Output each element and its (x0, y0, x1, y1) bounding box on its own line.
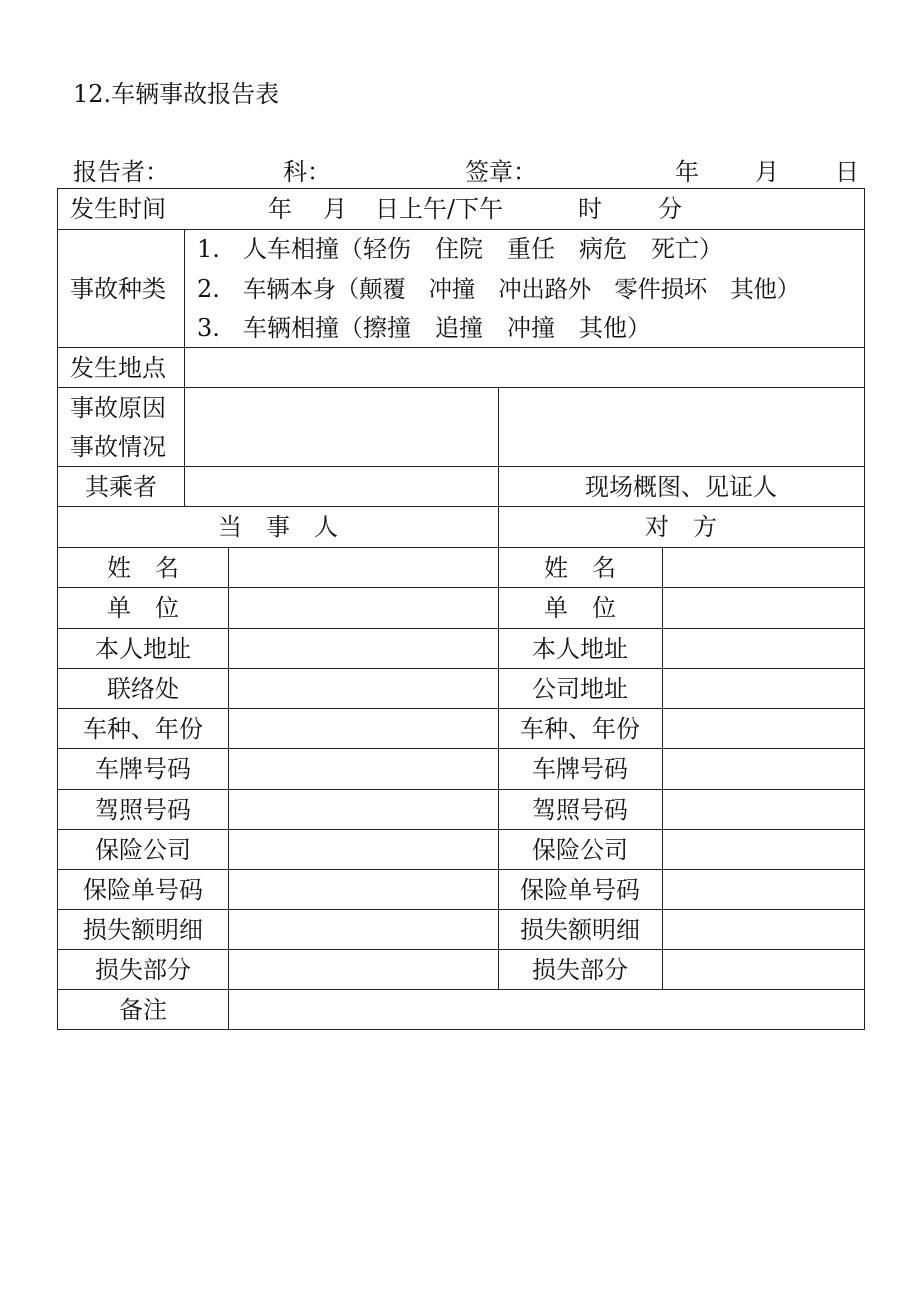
type-item-2: 车辆本身（颠覆 冲撞 冲出路外 零件损坏 其他） (243, 275, 800, 303)
right-field-name: 姓 名 (544, 554, 616, 582)
left-field-insurer: 保险公司 (95, 836, 191, 864)
sketch-area[interactable] (500, 389, 862, 464)
cause-label: 事故原因 (70, 394, 166, 422)
right-field-vehicle-year: 车种、年份 (520, 715, 640, 743)
header-month: 月 (755, 158, 779, 186)
left-field-loss-part: 损失部分 (95, 956, 191, 984)
right-field-loss-part: 损失部分 (532, 956, 628, 984)
left-field-plate: 车牌号码 (95, 755, 191, 783)
passenger-label: 其乘者 (85, 473, 157, 501)
remarks-label: 备注 (119, 996, 167, 1024)
location-label: 发生地点 (70, 354, 166, 382)
party-other-header: 对 方 (645, 513, 717, 541)
form-title: 12.车辆事故报告表 (73, 80, 280, 108)
type-label: 事故种类 (70, 275, 166, 303)
right-field-unit: 单 位 (544, 594, 616, 622)
left-field-name: 姓 名 (107, 554, 179, 582)
right-field-address: 本人地址 (532, 635, 628, 663)
type-item-1-num: 1. (197, 235, 220, 263)
right-field-license: 驾照号码 (532, 796, 628, 824)
right-field-policy: 保险单号码 (520, 876, 640, 904)
type-item-2-num: 2. (197, 275, 220, 303)
reporter-label: 报告者： (73, 158, 169, 186)
passenger-field[interactable] (186, 468, 496, 504)
dept-label: 科： (283, 158, 331, 186)
remarks-field[interactable] (230, 991, 862, 1028)
time-hour: 时 (578, 195, 602, 223)
seal-label: 签章： (465, 158, 537, 186)
cause-field[interactable] (186, 389, 496, 464)
right-field-company-address: 公司地址 (532, 675, 628, 703)
time-label: 发生时间 (70, 195, 166, 223)
time-day-ampm: 日上午/下午 (375, 195, 504, 223)
header-year: 年 (675, 158, 699, 186)
header-day: 日 (835, 158, 859, 186)
type-item-3-num: 3. (197, 314, 220, 342)
left-field-contact: 联络处 (107, 675, 179, 703)
type-item-3: 车辆相撞（擦撞 追撞 冲撞 其他） (243, 314, 651, 342)
type-item-1: 人车相撞（轻伤 住院 重任 病危 死亡） (243, 235, 723, 263)
right-field-insurer: 保险公司 (532, 836, 628, 864)
right-field-loss-detail: 损失额明细 (520, 916, 640, 944)
situation-label: 事故情况 (70, 433, 166, 461)
left-field-license: 驾照号码 (95, 796, 191, 824)
time-month: 月 (323, 195, 347, 223)
left-field-policy: 保险单号码 (83, 876, 203, 904)
left-field-loss-detail: 损失额明细 (83, 916, 203, 944)
right-field-plate: 车牌号码 (532, 755, 628, 783)
location-field[interactable] (186, 349, 862, 385)
time-minute: 分 (658, 195, 682, 223)
left-field-unit: 单 位 (107, 594, 179, 622)
sketch-witness-label: 现场概图、见证人 (585, 473, 777, 501)
party-self-header: 当 事 人 (218, 513, 338, 541)
left-field-address: 本人地址 (95, 635, 191, 663)
time-year: 年 (268, 195, 292, 223)
left-field-vehicle-year: 车种、年份 (83, 715, 203, 743)
